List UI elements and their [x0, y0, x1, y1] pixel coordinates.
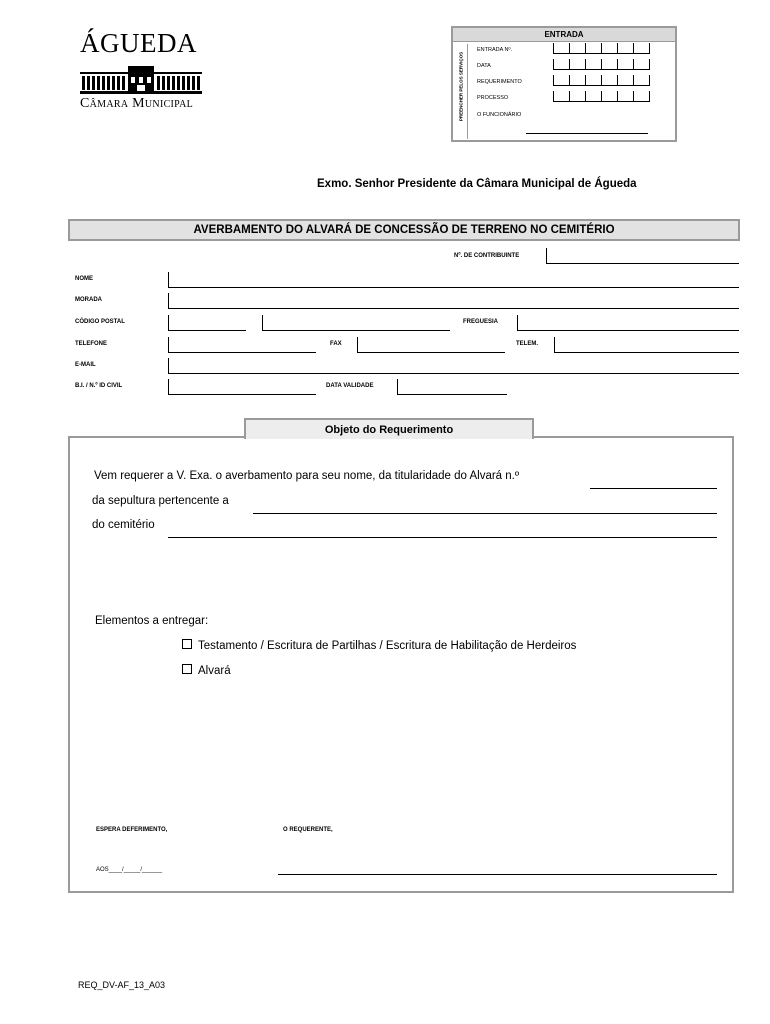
objeto-line-1: Vem requerer a V. Exa. o averbamento para seu nome, da titularidade do Alvará n.º — [94, 470, 520, 482]
elemento-item-testamento[interactable] — [182, 639, 576, 652]
contribuinte-label: Nº. DE CONTRIBUINTE — [454, 253, 520, 259]
entrada-processo-field[interactable] — [553, 91, 650, 102]
email-field[interactable] — [168, 358, 739, 374]
date-field[interactable]: AOS____/_____/______ — [96, 867, 163, 873]
logo-title: ÁGUEDA — [80, 28, 197, 58]
cemiterio-field[interactable] — [168, 537, 717, 538]
entrada-requerimento-label: REQUERIMENTO — [477, 79, 522, 85]
entrada-funcionario-signature[interactable] — [526, 133, 648, 134]
entrada-processo-label: PROCESSO — [477, 95, 509, 101]
entrada-data-field[interactable] — [553, 59, 650, 70]
data-validade-field[interactable] — [397, 379, 507, 395]
entrada-numero-field[interactable] — [553, 43, 650, 54]
telem-field[interactable] — [554, 337, 739, 353]
form-title: AVERBAMENTO DO ALVARÁ DE CONCESSÃO DE TERRENO NO CEMITÉRIO — [68, 219, 740, 241]
elemento-label: Testamento / Escritura de Partilhas / Escritura de Habilitação de Herdeiros — [198, 640, 577, 652]
data-validade-label: DATA VALIDADE — [326, 383, 374, 389]
building-logo-icon — [80, 64, 202, 94]
codigo-postal-label: CÓDIGO POSTAL — [75, 319, 125, 325]
elementos-title: Elementos a entregar: — [95, 615, 209, 627]
freguesia-field[interactable] — [517, 315, 739, 331]
freguesia-label: FREGUESIA — [463, 319, 499, 325]
contribuinte-field[interactable] — [546, 248, 739, 264]
fax-field[interactable] — [357, 337, 505, 353]
email-label: E-MAIL — [75, 362, 96, 368]
bi-field[interactable] — [168, 379, 316, 395]
requerente-label: O REQUERENTE, — [283, 827, 333, 833]
telefone-label: TELEFONE — [75, 341, 108, 347]
requerente-signature-field[interactable] — [278, 874, 717, 875]
objeto-line-3: do cemitério — [92, 519, 155, 531]
espera-deferimento: ESPERA DEFERIMENTO, — [96, 827, 168, 833]
nome-field[interactable] — [168, 272, 739, 288]
codigo-postal-localidade-field[interactable] — [262, 315, 450, 331]
logo-subtitle: Câmara Municipal — [80, 96, 194, 111]
codigo-postal-field[interactable] — [168, 315, 246, 331]
document-code: REQ_DV-AF_13_A03 — [78, 980, 166, 990]
entrada-title: ENTRADA — [453, 28, 675, 42]
entrada-funcionario-label: O FUNCIONÁRIO — [477, 112, 522, 118]
morada-field[interactable] — [168, 293, 739, 309]
alvara-numero-field[interactable] — [590, 488, 717, 489]
sepultura-field[interactable] — [253, 513, 717, 514]
nome-label: NOME — [75, 276, 93, 282]
entrada-side-label: PREENCHER PELOS SERVIÇOS — [455, 44, 468, 139]
addressee: Exmo. Senhor Presidente da Câmara Municipal de Águeda — [317, 178, 637, 190]
fax-label: FAX — [330, 341, 342, 347]
objeto-title: Objeto do Requerimento — [244, 418, 534, 439]
entrada-requerimento-field[interactable] — [553, 75, 650, 86]
entrada-box — [451, 26, 677, 142]
entrada-numero-label: ENTRADA Nº. — [477, 47, 513, 53]
elemento-item-alvara[interactable] — [182, 664, 231, 677]
checkbox-icon[interactable] — [182, 664, 192, 674]
telem-label: TELEM. — [516, 341, 538, 347]
bi-label: B.I. / N.º ID CIVIL — [75, 383, 123, 389]
telefone-field[interactable] — [168, 337, 316, 353]
elemento-label: Alvará — [198, 665, 231, 677]
objeto-line-2: da sepultura pertencente a — [92, 495, 229, 507]
entrada-data-label: DATA — [477, 63, 491, 69]
checkbox-icon[interactable] — [182, 639, 192, 649]
morada-label: MORADA — [75, 297, 102, 303]
